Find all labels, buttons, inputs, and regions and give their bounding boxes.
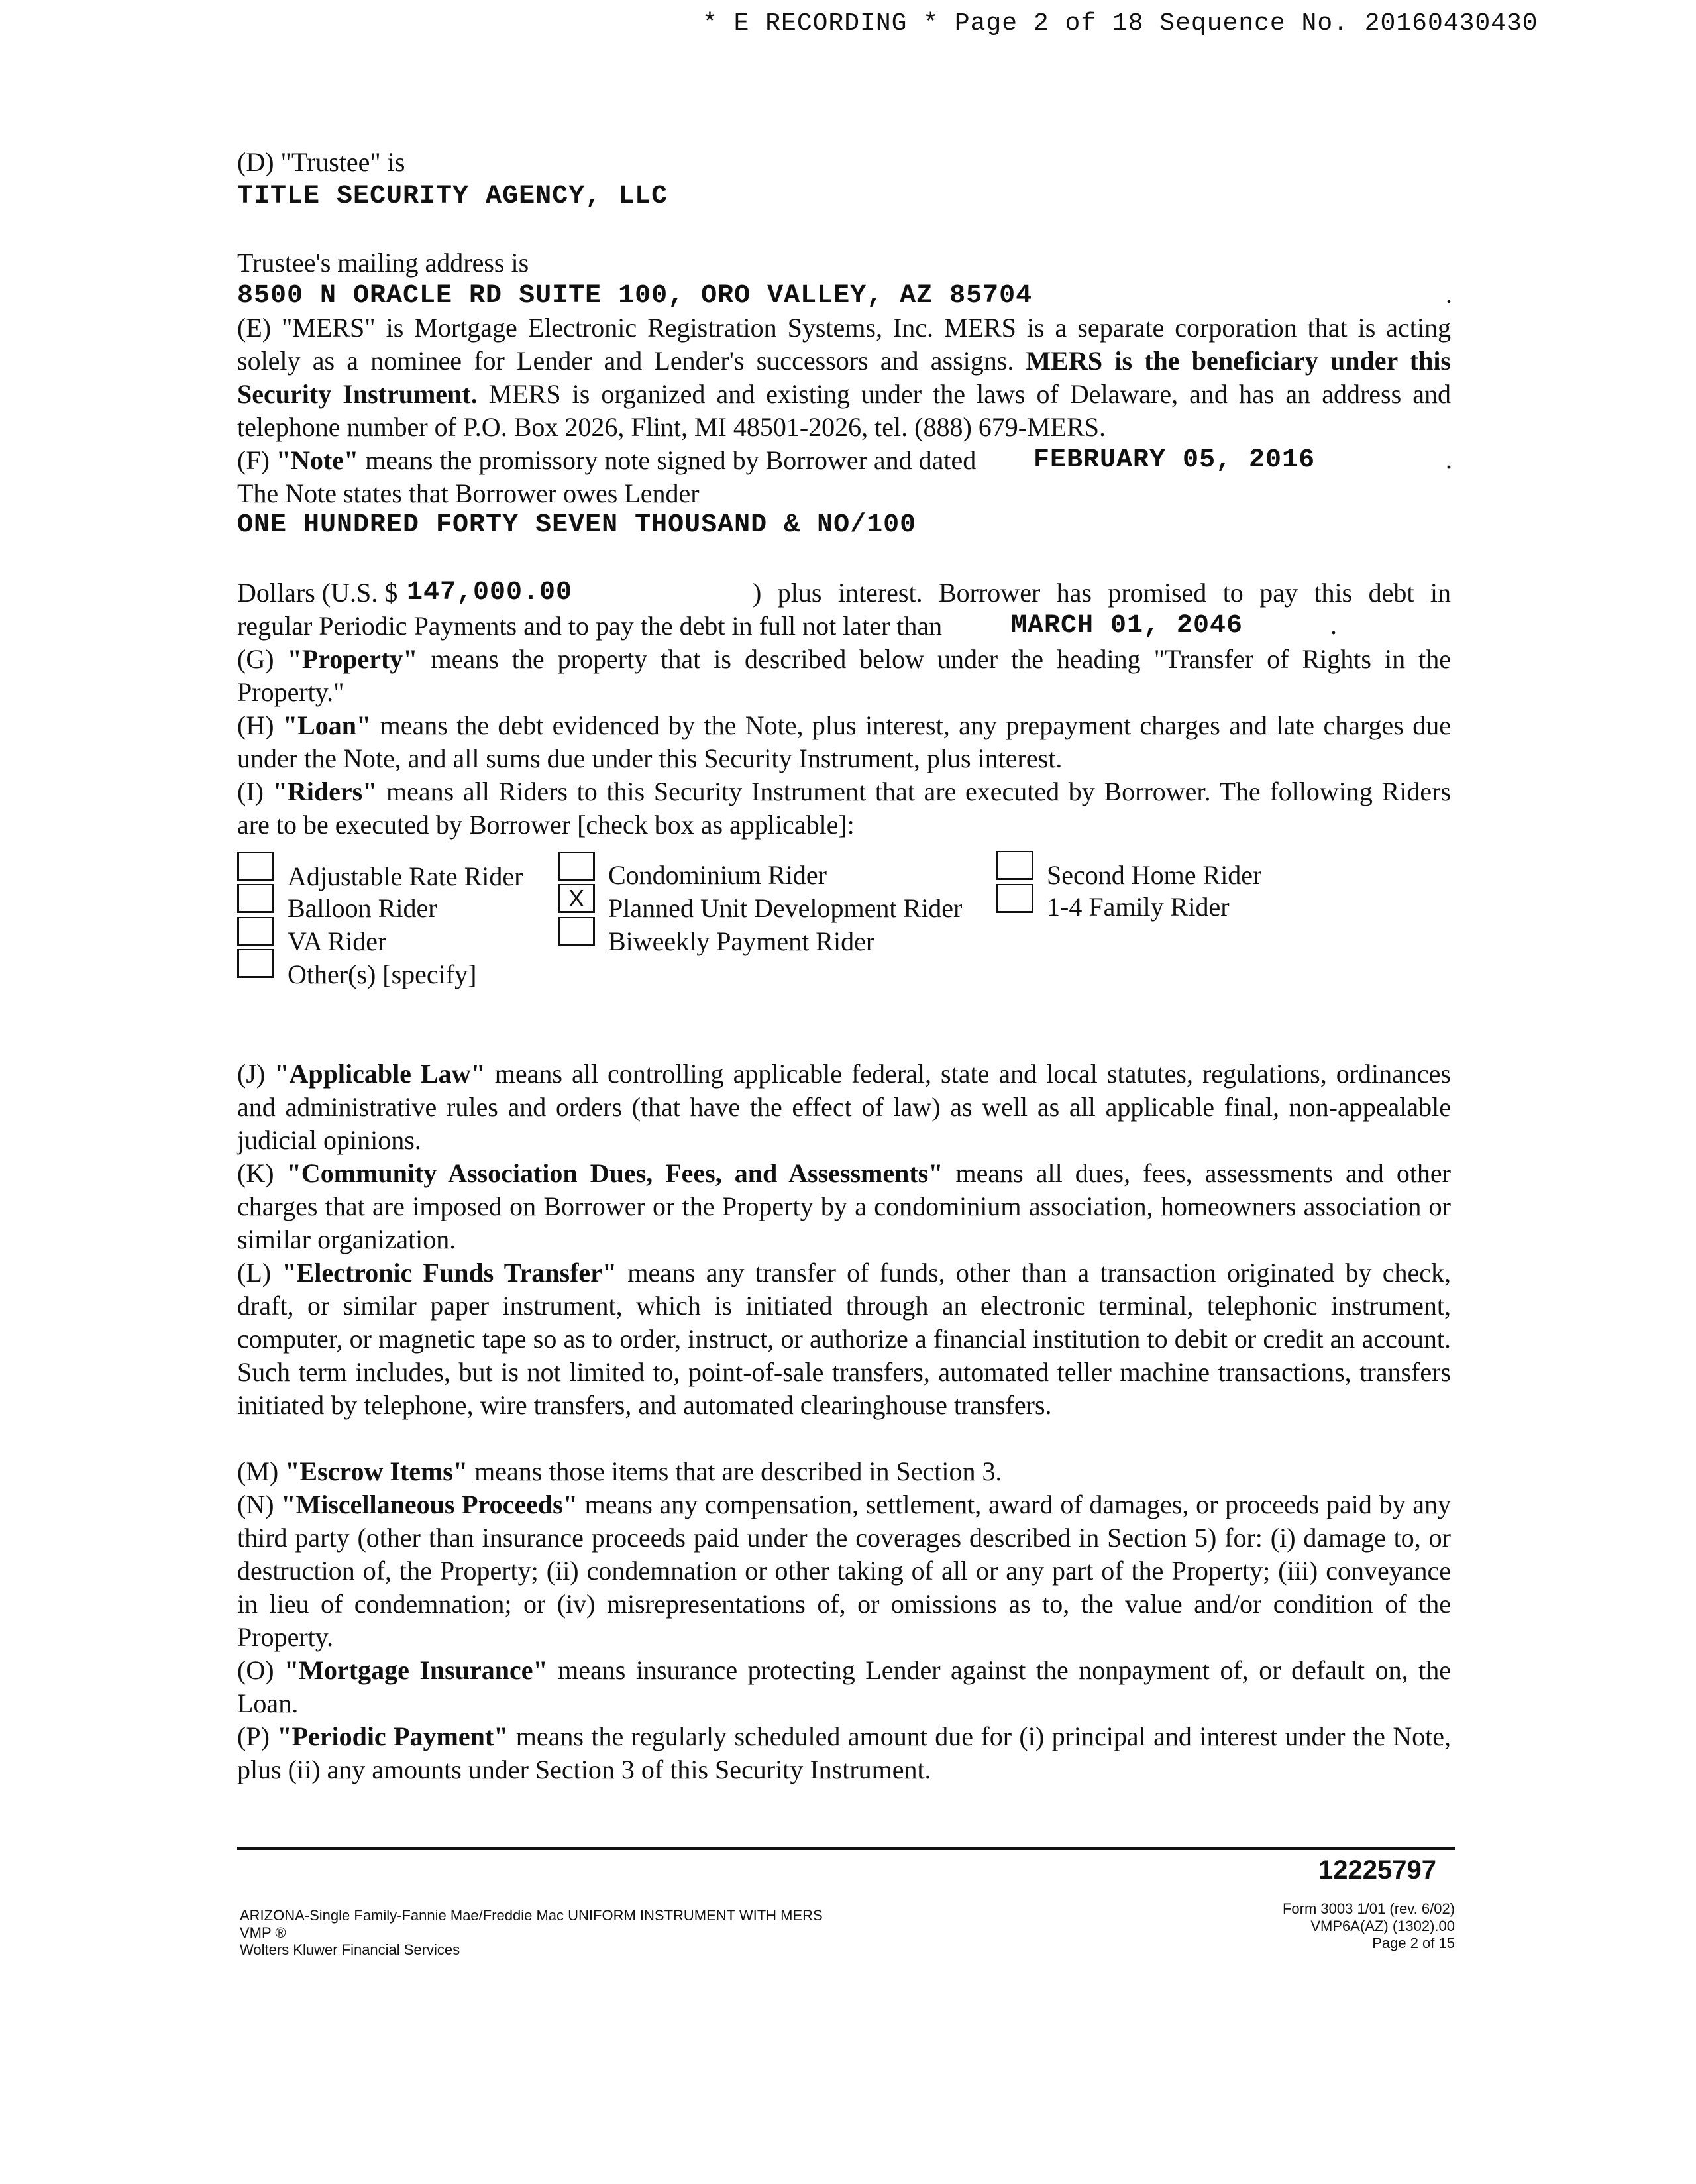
trustee-term: "Trustee" [280, 147, 381, 177]
eft-text: means any transfer of funds, other than a transaction originated by check, draft, or similar paper instrument, which is initiated through an electronic terminal, telephonic instrument, computer, or magnetic tape so as to order, instruct, or authorize a financial institution to debit or credit an account. Such term includes, but is not limited to, point-of-sale transfers, automated teller machine transactions, transfers initiated by telephone, wire transfers, and automated clearinghouse transfers. [237, 1258, 1451, 1420]
rider-label-biweekly-payment: Biweekly Payment Rider [608, 926, 875, 956]
applicable-law-text: means all controlling applicable federal, state and local statutes, regulations, ordinances and administrative rules and orders (that have the effect of law) as well as all applicable final, non-appealable judicial opinions. [237, 1059, 1451, 1155]
escrow-term: "Escrow Items" [285, 1456, 468, 1486]
loan-text: means the debt evidenced by the Note, plus interest, any prepayment charges and late charges due under the Note, and all sums due under this Security Instrument, plus interest. [237, 710, 1451, 773]
footer-publisher: Wolters Kluwer Financial Services [240, 1941, 460, 1958]
property-term: "Property" [287, 644, 418, 674]
rider-label-adjustable-rate: Adjustable Rate Rider [288, 861, 523, 891]
escrow-items-paragraph [237, 1455, 1451, 1488]
community-prefix: (K) [237, 1158, 287, 1188]
community-term: "Community Association Dues, Fees, and Assessments" [286, 1158, 943, 1188]
rider-label-second-home: Second Home Rider [1047, 860, 1262, 890]
trustee-mailing-label: Trustee's mailing address is [237, 248, 529, 278]
trustee-address: 8500 N ORACLE RD SUITE 100, ORO VALLEY, AZ 85704 [237, 281, 1033, 311]
misc-term: "Miscellaneous Proceeds" [281, 1490, 578, 1519]
footer-page-number: Page 2 of 15 [1372, 1935, 1455, 1951]
misc-prefix: (N) [237, 1490, 282, 1519]
trustee-name: TITLE SECURITY AGENCY, LLC [237, 182, 668, 211]
note-text: means the promissory note signed by Borrower and dated [358, 445, 977, 475]
regular-payments-line: regular Periodic Payments and to pay the debt in full not later than [237, 611, 943, 641]
mers-paragraph [237, 311, 1451, 444]
periodic-payment-paragraph [237, 1720, 1451, 1786]
rider-label-balloon: Balloon Rider [288, 893, 437, 923]
note-prefix: (F) [237, 445, 276, 475]
maturity-end: . [1330, 610, 1337, 640]
note-date-end: . [1446, 445, 1452, 474]
mi-prefix: (O) [237, 1655, 285, 1685]
loan-prefix: (H) [237, 710, 283, 740]
mortgage-insurance-paragraph [237, 1654, 1451, 1720]
checkbox-condominium-rider[interactable] [558, 852, 595, 881]
escrow-prefix: (M) [237, 1456, 286, 1486]
mi-text: means insurance protecting Lender against the nonpayment of, or default on, the Loan. [237, 1655, 1452, 1718]
rider-label-one-four-family: 1-4 Family Rider [1047, 892, 1230, 922]
trustee-label [237, 146, 405, 179]
footer-rule [237, 1847, 1455, 1850]
property-paragraph [237, 643, 1451, 709]
rider-label-other: Other(s) [specify] [288, 959, 477, 989]
escrow-text: means those items that are described in Section 3. [468, 1456, 1002, 1486]
eft-prefix: (L) [237, 1258, 282, 1287]
mers-tail: MERS is organized and existing under the laws of Delaware, and has an address and telephone number of P.O. Box 2026, Flint, MI 48501-2026, tel. (888) 679-MERS. [237, 379, 1452, 442]
checkbox-biweekly-payment-rider[interactable] [558, 917, 595, 946]
checkbox-one-four-family-rider[interactable] [996, 884, 1034, 913]
applicable-law-prefix: (J) [237, 1059, 275, 1089]
trustee-suffix: is [380, 147, 405, 177]
note-amount: 147,000.00 [407, 578, 573, 608]
loan-number: 12225797 [1318, 1855, 1436, 1884]
property-text: means the property that is described below under the heading "Transfer of Rights in the Property." [237, 644, 1451, 707]
rider-label-condominium: Condominium Rider [608, 860, 827, 890]
loan-paragraph [237, 709, 1451, 775]
maturity-date: MARCH 01, 2046 [1011, 611, 1244, 641]
misc-text: means any compensation, settlement, award of damages, or proceeds paid by any third party (other than insurance proceeds paid under the coverages described in Section 5) for: (i) damage to, or destruction of, the Property; (ii) condemnation or other taking of all or any part of the Property; (iii) conveyance in lieu of condemnation; or (iv) misrepresentations of, or omissions as to, the value and/or condition of the Property. [237, 1490, 1452, 1652]
periodic-term: "Periodic Payment" [277, 1721, 509, 1751]
riders-prefix: (I) [237, 777, 273, 806]
rider-label-va: VA Rider [288, 926, 387, 956]
mi-term: "Mortgage Insurance" [284, 1655, 548, 1685]
community-association-paragraph [237, 1157, 1451, 1256]
trustee-address-end: . [1446, 279, 1452, 309]
note-line [237, 444, 976, 477]
applicable-law-paragraph [237, 1058, 1451, 1157]
periodic-text: means the regularly scheduled amount due for (i) principal and interest under the Note, plus (ii) any amounts under Section 3 of this Security Instrument. [237, 1721, 1452, 1784]
applicable-law-term: "Applicable Law" [274, 1059, 486, 1089]
checkbox-second-home-rider[interactable] [996, 851, 1034, 880]
footer-form-number: Form 3003 1/01 (rev. 6/02) [1282, 1900, 1455, 1917]
loan-term: "Loan" [282, 710, 372, 740]
footer-vmp-code: VMP6A(AZ) (1302).00 [1310, 1918, 1455, 1934]
periodic-prefix: (P) [237, 1721, 278, 1751]
miscellaneous-proceeds-paragraph [237, 1488, 1451, 1654]
riders-paragraph [237, 775, 1451, 842]
riders-text: means all Riders to this Security Instrument that are executed by Borrower. The following Riders are to be executed by Borrower [check box as applicable]: [237, 777, 1451, 840]
checkbox-planned-unit-development-rider[interactable]: X [558, 884, 595, 913]
recording-header: * E RECORDING * Page 2 of 18 Sequence No. 20160430430 [702, 9, 1538, 38]
electronic-funds-transfer-paragraph [237, 1256, 1451, 1422]
riders-term: "Riders" [272, 777, 378, 806]
property-prefix: (G) [237, 644, 288, 674]
note-owes-line: The Note states that Borrower owes Lender [237, 478, 700, 508]
rider-label-planned-unit-development: Planned Unit Development Rider [608, 893, 963, 923]
checkbox-va-rider[interactable] [237, 917, 274, 946]
note-amount-words: ONE HUNDRED FORTY SEVEN THOUSAND & NO/100 [237, 510, 917, 540]
dollars-suffix: ) plus interest. Borrower has promised to pay this debt in [753, 578, 1451, 608]
mers-bold: MERS is the beneficiary under this Security Instrument. [237, 346, 1451, 409]
mers-lead: (E) "MERS" is Mortgage Electronic Registration Systems, Inc. MERS is a separate corporation that is acting solely as a nominee for Lender and Lender's successors and assigns. [237, 313, 1451, 376]
note-term: "Note" [276, 445, 359, 475]
footer-form-title: ARIZONA-Single Family-Fannie Mae/Freddie Mac UNIFORM INSTRUMENT WITH MERS [240, 1907, 823, 1924]
community-text: means all dues, fees, assessments and other charges that are imposed on Borrower or the Property by a condominium association, homeowners association or similar organization. [237, 1158, 1452, 1254]
trustee-prefix: (D) [237, 147, 281, 177]
checkbox-balloon-rider[interactable] [237, 884, 274, 913]
note-date: FEBRUARY 05, 2016 [1034, 445, 1316, 475]
checkbox-adjustable-rate-rider[interactable] [237, 852, 274, 881]
eft-term: "Electronic Funds Transfer" [282, 1258, 617, 1287]
checkbox-other-rider[interactable] [237, 949, 274, 978]
dollars-prefix: Dollars (U.S. $ [237, 578, 398, 608]
footer-vmp: VMP ® [240, 1924, 286, 1941]
